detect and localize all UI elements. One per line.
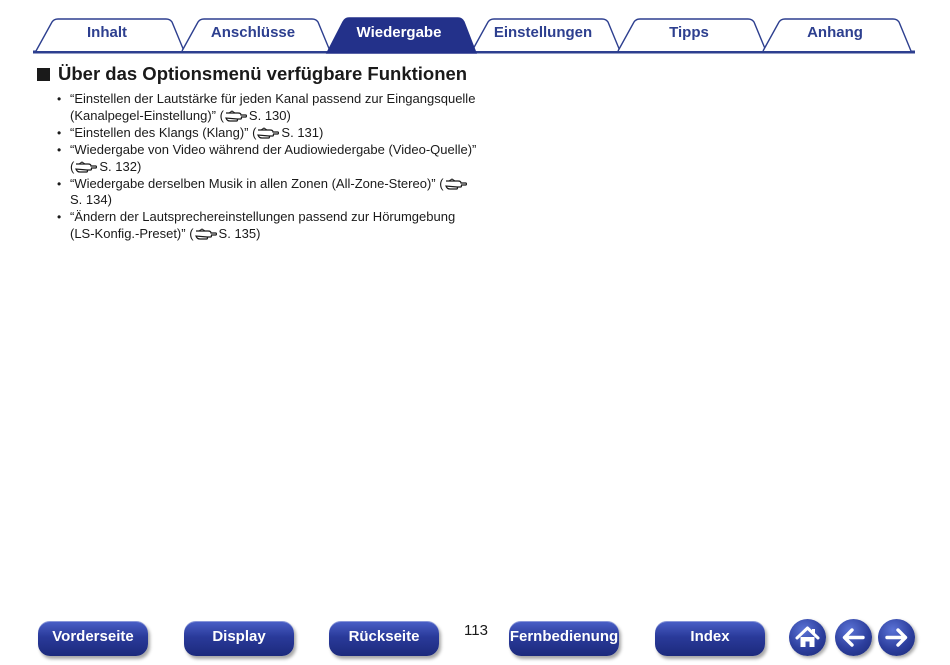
page-number: 113 (464, 622, 488, 639)
tab-tipps[interactable]: Tipps (669, 24, 709, 41)
list-item-suffix: ) (256, 226, 261, 242)
arrow-right-icon (878, 619, 915, 656)
list-item (57, 91, 477, 125)
function-list (57, 91, 477, 243)
list-item-text: “Ändern der Lautsprechereinstellungen passend zur Hörumgebung (LS-Konfig.-Preset)” ( (70, 209, 456, 242)
heading-square-icon (37, 68, 50, 81)
list-item-text: “Einstellen des Klangs (Klang)” ( (70, 124, 257, 140)
list-item (57, 125, 477, 142)
tab-bar (0, 0, 950, 56)
tab-wiedergabe[interactable]: Wiedergabe (356, 24, 442, 41)
page-reference-link[interactable]: S. 132 (99, 158, 137, 174)
pointing-hand-icon (195, 228, 217, 240)
pointing-hand-icon (75, 161, 97, 173)
tab-anschluesse[interactable]: Anschlüsse (210, 24, 296, 41)
tab-inhalt[interactable]: Inhalt (87, 24, 127, 41)
back-button[interactable] (835, 619, 872, 656)
bullet-icon: • (57, 125, 62, 140)
rueckseite-button[interactable]: Rückseite (329, 621, 439, 656)
tab-anhang[interactable]: Anhang (807, 24, 863, 41)
pointing-hand-icon (225, 110, 247, 122)
list-item-suffix: ) (286, 107, 291, 123)
list-item (57, 209, 477, 243)
display-button[interactable]: Display (184, 621, 294, 656)
list-item-suffix: ) (136, 158, 142, 174)
home-button[interactable] (789, 619, 826, 656)
index-button[interactable]: Index (655, 621, 765, 656)
tab-einstellungen[interactable]: Einstellungen (493, 24, 593, 41)
list-item-text: “Wiedergabe derselben Musik in allen Zonen (All-Zone-Stereo)” ( (70, 175, 444, 191)
page-reference-link[interactable]: S. 130 (248, 107, 287, 123)
arrow-left-icon (835, 619, 872, 656)
bullet-icon: • (57, 92, 62, 106)
list-item-text: “Wiedergabe von Video während der Audiowiedergabe (Video-Quelle)” ( (70, 141, 477, 174)
list-item-suffix: ) (107, 192, 112, 208)
list-item-suffix: ) (319, 124, 324, 140)
fernbedienung-button[interactable]: Fernbedienung (509, 621, 619, 656)
section-heading (37, 62, 467, 86)
home-icon (789, 619, 826, 656)
pointing-hand-icon (257, 127, 279, 139)
pointing-hand-icon (445, 178, 467, 190)
section-title: Über das Optionsmenü verfügbare Funktionen (58, 63, 468, 84)
list-item-text: “Einstellen der Lautstärke für jeden Kanal passend zur Eingangsquelle (Kanalpegel-Einstellung)” ( (70, 91, 476, 123)
page-reference-link[interactable]: S. 135 (218, 226, 257, 242)
list-item (57, 142, 477, 176)
vorderseite-button[interactable]: Vorderseite (38, 621, 148, 656)
page-reference-link[interactable]: S. 134 (70, 192, 108, 208)
bullet-icon: • (57, 210, 62, 225)
bullet-icon: • (57, 142, 62, 157)
list-item (57, 176, 477, 210)
bullet-icon: • (57, 176, 62, 191)
page-reference-link[interactable]: S. 131 (281, 124, 320, 140)
forward-button[interactable] (878, 619, 915, 656)
